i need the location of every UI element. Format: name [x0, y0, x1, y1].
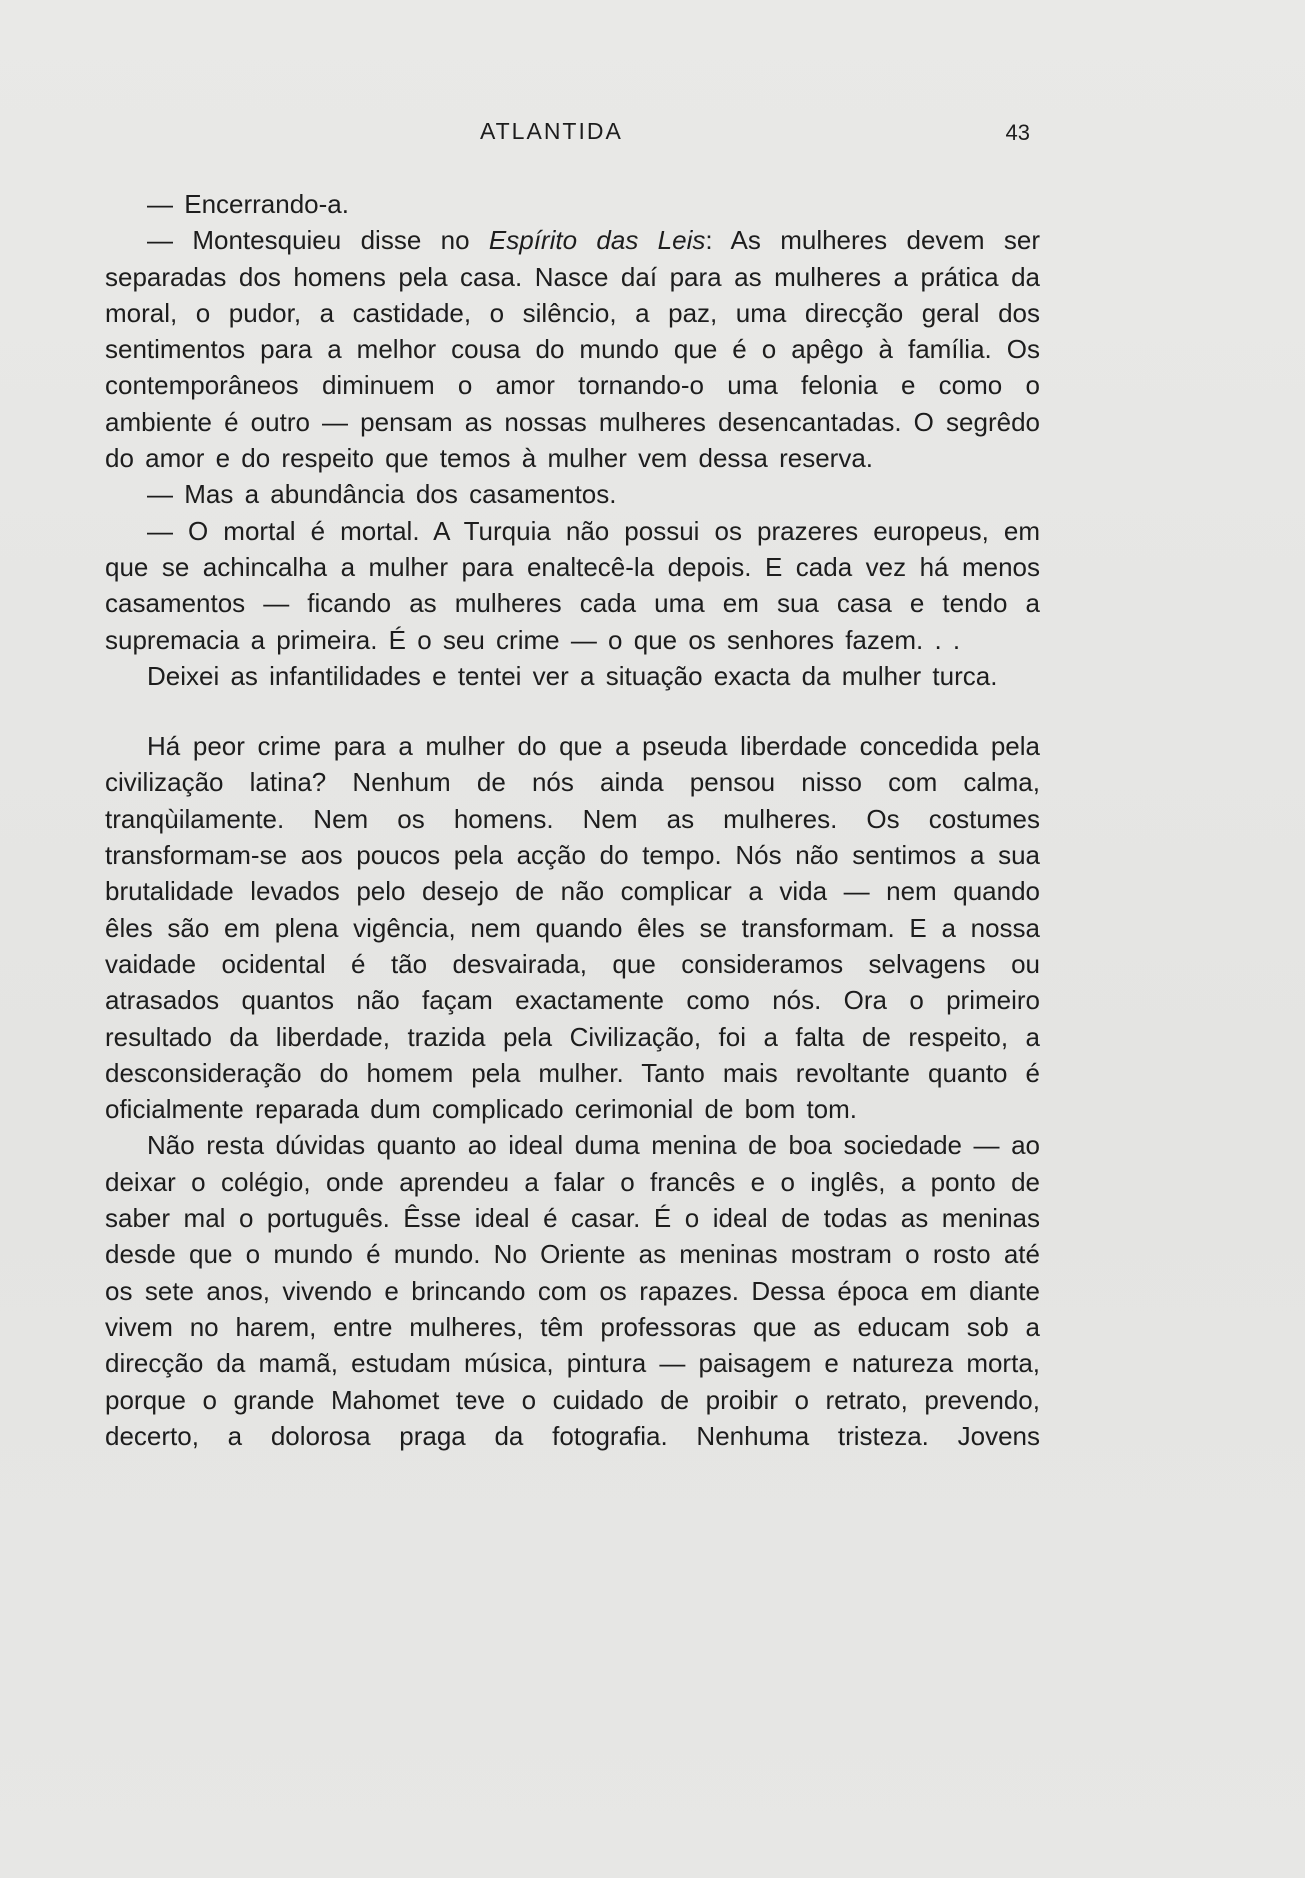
page-number: 43 — [1005, 120, 1030, 145]
paragraph-dialogue-3: — Mas a abundância dos casamentos. — [147, 479, 617, 510]
paragraph-6: Há peor crime para a mulher do que a pseuda liberdade concedida pela civilização latina? Nenhum de nós ainda pensou nisso com calma, tranqùilamente. Nem os homens. Nem as mulheres. Os costumes transformam-se aos poucos pela acção do tempo. Nós não sentimos a sua brutalidade levados pelo desejo de não complicar a vida — nem quando êles são em plena vigência, nem quando êles se transformam. E a nossa vaidade ocidental é tão desvairada, que consideramos selvagens ou atrasados quantos não façam exactamente como nós. Ora o primeiro resultado da liberdade, trazida pela Civilização, foi a falta de respeito, a desconsideração do homem pela mulher. Tanto mais revoltante quanto é oficialmente reparada dum complicado cerimonial de bom tom. — [105, 731, 1040, 1125]
paragraph-dialogue-4: — O mortal é mortal. A Turquia não possui os prazeres europeus, em que se achincalha a mulher para enaltecê-la depois. E cada vez há menos casamentos — ficando as mulheres cada uma em sua casa e tendo a supremacia a primeira. É o seu crime — o que os senhores fazem. . . — [105, 515, 1040, 655]
paragraph-2-rest: : As mulheres devem ser separadas dos homens pela casa. Nasce daí para as mulheres a prática da moral, o pudor, a castidade, o silêncio, a paz, uma direcção geral dos sentimentos para a melhor cousa do mundo que é o apêgo à família. Os contemporâneos diminuem o amor tornando-o uma felonia e como o ambiente é outro — pensam as nossas mulheres desencantadas. O segrêdo do amor e do respeito que temos à mulher vem dessa reserva. — [105, 225, 1040, 474]
paragraph-2-lead: — Montesquieu disse no — [147, 225, 489, 256]
running-header — [100, 118, 1040, 150]
running-title: ATLANTIDA — [480, 118, 623, 144]
paragraph-5: Deixei as infantilidades e tentei ver a situação exacta da mulher turca. — [147, 660, 998, 691]
book-title-italic: Espírito das Leis — [488, 225, 706, 256]
paragraph-7: Não resta dúvidas quanto ao ideal duma menina de boa sociedade — ao deixar o colégio, onde aprendeu a falar o francês e o inglês, a ponto de saber mal o português. Êsse ideal é casar. É o ideal de todas as meninas desde que o mundo é mundo. No Oriente as meninas mostram o rosto até os sete anos, vivendo e brincando com os rapazes. Dessa época em diante vivem no harem, entre mulheres, têm professoras que as educam sob a direcção da mamã, estudam música, pintura — paisagem e natureza morta, porque o grande Mahomet teve o cuidado de proibir o retrato, prevendo, decerto, a dolorosa praga da fotografia. Nenhuma tristeza. Jovens — [105, 1130, 1040, 1451]
paragraph-dialogue-2 — [105, 222, 1040, 476]
paragraph-dialogue-1: — Encerrando-a. — [147, 189, 349, 219]
body-text — [105, 186, 1040, 1454]
